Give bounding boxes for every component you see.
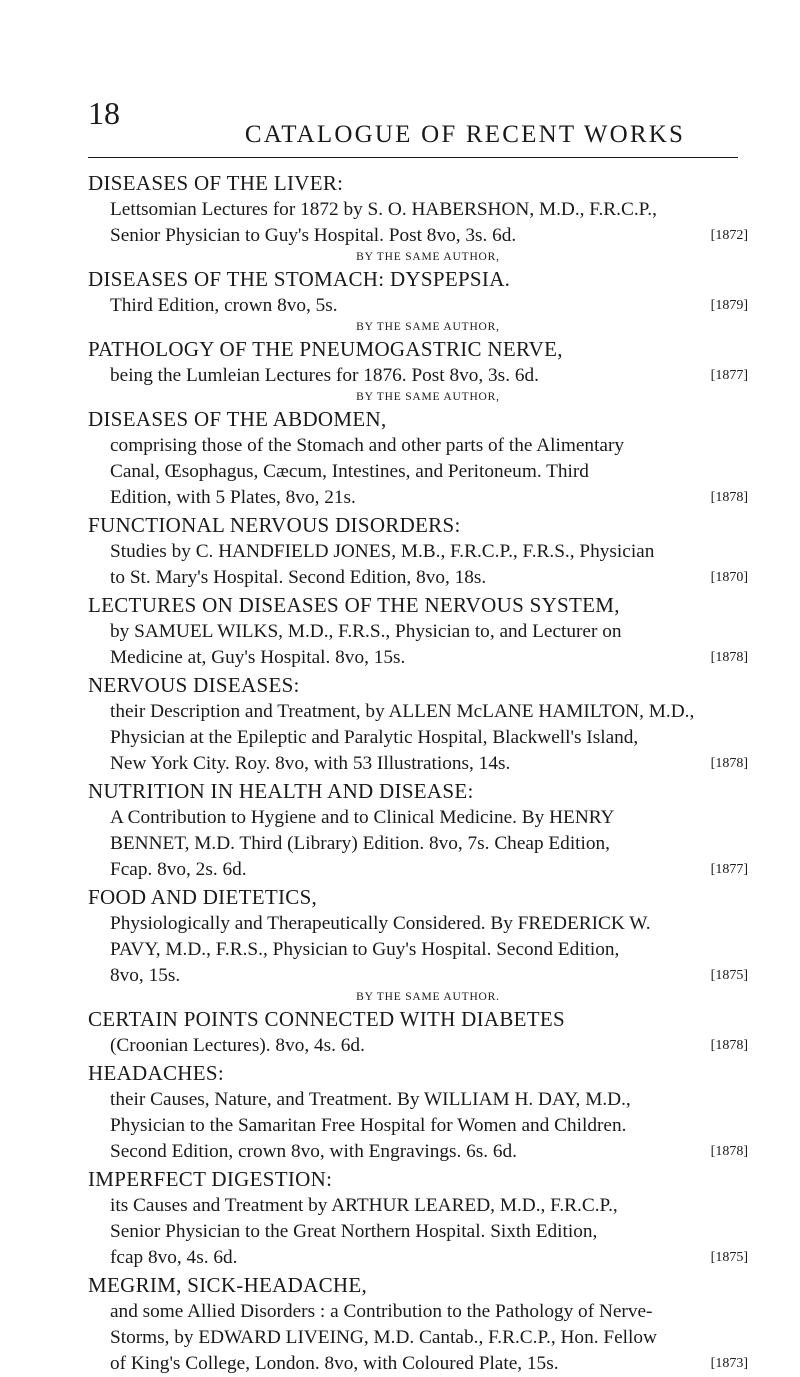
catalogue-entry [88,405,748,511]
entry-line-row [110,751,748,777]
entry-title: LECTURES ON DISEASES OF THE NERVOUS SYSTEM, [88,593,620,617]
entry-line: PAVY, M.D., F.R.S., Physician to Guy's Hospital. Second Edition, [110,939,620,960]
catalogue-entry [88,511,748,591]
publication-year: [1879] [710,298,748,313]
entry-line-row [110,857,748,883]
entry-title: NUTRITION IN HEALTH AND DISEASE: [88,779,474,803]
entry-line: Senior Physician to Guy's Hospital. Post 8vo, 3s. 6d. [110,225,517,246]
catalogue-entry [88,335,748,389]
entry-line: Fcap. 8vo, 2s. 6d. [110,859,247,880]
entry-line: (Croonian Lectures). 8vo, 4s. 6d. [110,1035,365,1056]
page-number: 18 [88,95,120,131]
catalogue-entry [88,265,748,319]
publication-year: [1877] [710,368,748,383]
entry-line: and some Allied Disorders : a Contribution to the Pathology of Nerve- [110,1301,653,1322]
entry-line: Senior Physician to the Great Northern Hospital. Sixth Edition, [110,1221,598,1242]
entry-line-row [110,1113,748,1139]
entry-line-row [110,645,748,671]
entry-line: by SAMUEL WILKS, M.D., F.R.S., Physician to, and Lecturer on [110,621,622,642]
catalogue-entry [88,883,748,989]
running-head: CATALOGUE OF RECENT WORKS [244,121,686,148]
entry-line: fcap 8vo, 4s. 6d. [110,1247,238,1268]
entry-title: PATHOLOGY OF THE PNEUMOGASTRIC NERVE, [88,337,563,361]
publication-year: [1875] [710,968,748,983]
publication-year: [1878] [710,1144,748,1159]
publication-year: [1878] [710,756,748,771]
catalogue-entry [88,1005,748,1059]
entry-line-row [110,963,748,989]
entry-title: CERTAIN POINTS CONNECTED WITH DIABETES [88,1007,566,1031]
entry-line: BENNET, M.D. Third (Library) Edition. 8vo, 7s. Cheap Edition, [110,833,610,854]
entry-line-row [110,433,748,459]
entry-line: their Description and Treatment, by ALLEN McLANE HAMILTON, M.D., [110,701,695,722]
publication-year: [1878] [710,1038,748,1053]
entry-title: HEADACHES: [88,1061,225,1085]
entry-line-row [110,223,748,249]
entry-line-row [110,1087,748,1113]
catalogue-entries [88,169,748,1377]
entry-line-row [110,459,748,485]
entry-line-row [110,699,748,725]
entry-line: being the Lumleian Lectures for 1876. Post 8vo, 3s. 6d. [110,365,539,386]
entry-line: Second Edition, crown 8vo, with Engravings. 6s. 6d. [110,1141,518,1162]
catalogue-entry [88,1165,748,1271]
entry-line: Third Edition, crown 8vo, 5s. [110,295,338,316]
entry-line: Lettsomian Lectures for 1872 by S. O. HABERSHON, M.D., F.R.C.P., [110,199,657,220]
entry-line: its Causes and Treatment by ARTHUR LEARED, M.D., F.R.C.P., [110,1195,618,1216]
entry-line: of King's College, London. 8vo, with Coloured Plate, 15s. [110,1353,559,1374]
catalogue-entry [88,671,748,777]
entry-title: DISEASES OF THE LIVER: [88,171,344,195]
entry-line-row [110,1193,748,1219]
catalogue-entry [88,777,748,883]
entry-line: their Causes, Nature, and Treatment. By WILLIAM H. DAY, M.D., [110,1089,631,1110]
entry-line-row [110,911,748,937]
publication-year: [1872] [710,228,748,243]
by-same-author-note: BY THE SAME AUTHOR, [356,251,500,263]
entry-line: Physician at the Epileptic and Paralytic Hospital, Blackwell's Island, [110,727,639,748]
entry-title: FOOD AND DIETETICS, [88,885,318,909]
entry-line-row [110,293,748,319]
entry-line: A Contribution to Hygiene and to Clinical Medicine. By HENRY [110,807,615,828]
entry-line-row [110,937,748,963]
entry-line-row [110,1033,748,1059]
entry-title: IMPERFECT DIGESTION: [88,1167,333,1191]
entry-line-row [110,539,748,565]
entry-line: Edition, with 5 Plates, 8vo, 21s. [110,487,356,508]
publication-year: [1875] [710,1250,748,1265]
entry-line: Physician to the Samaritan Free Hospital for Women and Children. [110,1115,627,1136]
entry-title: FUNCTIONAL NERVOUS DISORDERS: [88,513,461,537]
entry-line-row [110,1299,748,1325]
entry-line-row [110,485,748,511]
publication-year: [1870] [710,570,748,585]
publication-year: [1877] [710,862,748,877]
entry-line-row [110,1219,748,1245]
entry-line: Physiologically and Therapeutically Considered. By FREDERICK W. [110,913,651,934]
entry-line-row [110,363,748,389]
entry-line-row [110,805,748,831]
entry-line-row [110,1351,748,1377]
entry-line-row [110,197,748,223]
entry-line: Storms, by EDWARD LIVEING, M.D. Cantab., F.R.C.P., Hon. Fellow [110,1327,657,1348]
entry-line-row [110,1245,748,1271]
entry-line-row [110,565,748,591]
entry-line: Canal, Œsophagus, Cæcum, Intestines, and Peritoneum. Third [110,461,589,482]
entry-line: comprising those of the Stomach and other parts of the Alimentary [110,435,625,456]
catalogue-entry [88,169,748,249]
entry-line-row [110,1325,748,1351]
entry-title: DISEASES OF THE STOMACH: DYSPEPSIA. [88,267,511,291]
by-same-author-note: BY THE SAME AUTHOR, [356,321,500,333]
entry-line-row [110,619,748,645]
catalogue-entry [88,1271,748,1377]
publication-year: [1878] [710,650,748,665]
by-same-author-note: BY THE SAME AUTHOR, [356,391,500,403]
entry-line: Studies by C. HANDFIELD JONES, M.B., F.R.C.P., F.R.S., Physician [110,541,655,562]
entry-line-row [110,831,748,857]
entry-line: to St. Mary's Hospital. Second Edition, 8vo, 18s. [110,567,487,588]
entry-title: NERVOUS DISEASES: [88,673,300,697]
entry-line: 8vo, 15s. [110,965,181,986]
publication-year: [1873] [710,1356,748,1371]
entry-line-row [110,725,748,751]
publication-year: [1878] [710,490,748,505]
header-rule [88,157,738,158]
entry-line: Medicine at, Guy's Hospital. 8vo, 15s. [110,647,406,668]
catalogue-entry [88,591,748,671]
by-same-author-note: BY THE SAME AUTHOR. [356,991,500,1003]
entry-title: DISEASES OF THE ABDOMEN, [88,407,387,431]
entry-line: New York City. Roy. 8vo, with 53 Illustrations, 14s. [110,753,511,774]
catalogue-entry [88,1059,748,1165]
entry-line-row [110,1139,748,1165]
entry-title: MEGRIM, SICK-HEADACHE, [88,1273,368,1297]
